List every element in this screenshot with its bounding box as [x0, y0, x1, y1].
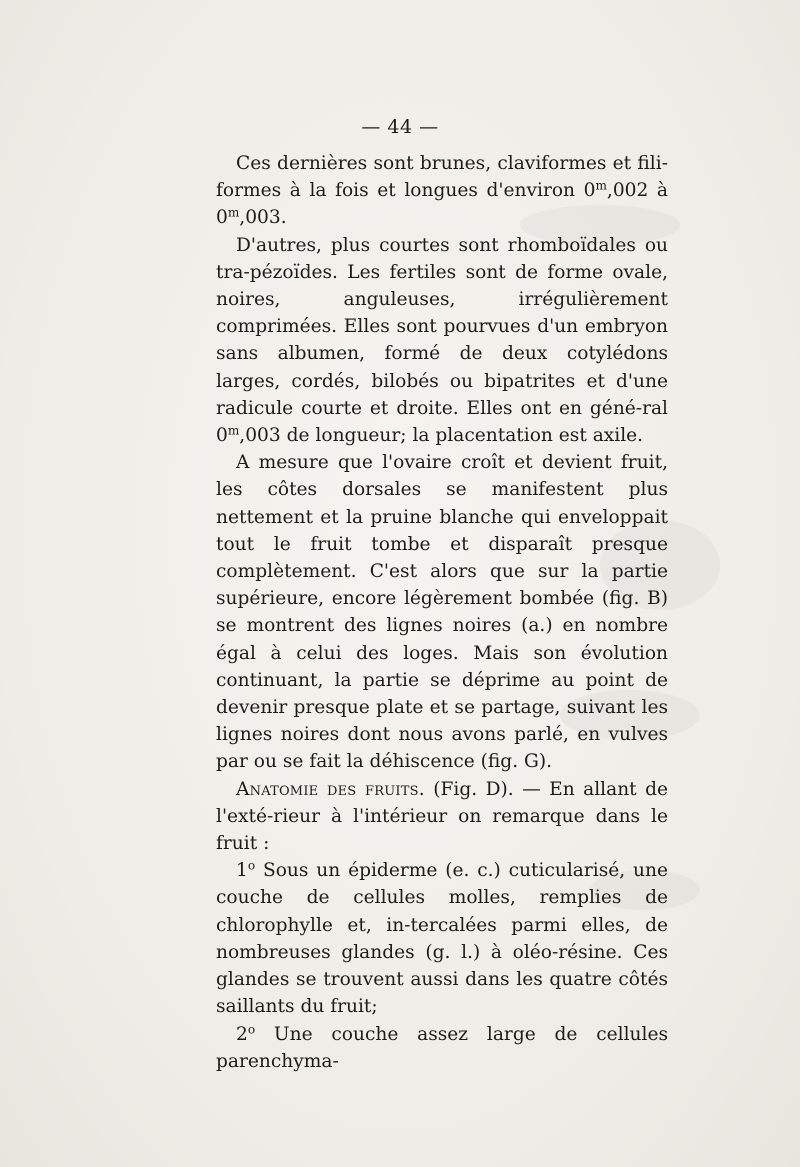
section-heading: Anatomie des fruits. [236, 778, 425, 800]
paragraph-2-text: D'autres, plus courtes sont rhomboïdales ou tra-pézoïdes. Les fertiles sont de forme ovale, noires, anguleuses, irrégulièrement comprimées. Elles sont pourvues d'un embryon sans albumen, formé de deux cotylédons larges, cordés, bilobés ou bipatrites et d'une radicule courte et droite. Elles ont en géné-ral 0 [216, 234, 668, 447]
page-number: — 44 — [361, 116, 439, 138]
ordinal-superscript: o [247, 1021, 256, 1036]
paragraph-3: A mesure que l'ovaire croît et devient fruit, les côtes dorsales se manifestent plus nettement et la pruine blanche qui enveloppait tout le fruit tombe et disparaît presque complètement. C'est alors que sur la partie supérieure, encore légèrement bombée (fig. B) se montrent des lignes noires (a.) en nombre égal à celui des loges. Mais son évolution continuant, la partie se déprime au point de devenir presque plate et se partage, suivant les lignes noires dont nous avons parlé, en vulves par ou se fait la déhiscence (fig. G). [216, 452, 668, 773]
list-number: 2 [236, 1023, 248, 1045]
unit-superscript: m [595, 178, 607, 193]
unit-superscript: m [227, 205, 240, 220]
paragraph-1 [216, 150, 668, 232]
paragraph-4-text: (Fig. D). — En allant de l'exté-rieur à l'intérieur on remarque dans le fruit : [216, 778, 668, 855]
paragraph-1-mid: ,002 à 0 [216, 180, 669, 229]
paragraph-6-text: Une couche assez large de cellules parenchyma- [216, 1023, 668, 1072]
unit-superscript: m [227, 423, 240, 438]
paragraph-1-end: ,003. [239, 207, 287, 229]
paragraph-2 [216, 232, 668, 450]
list-number: 1 [236, 860, 248, 882]
paragraph-6 [216, 1021, 668, 1075]
paragraph-5 [216, 857, 668, 1020]
body-text [216, 150, 668, 1075]
paragraph-2-end: ,003 de longueur; la placentation est axile. [239, 425, 644, 447]
paragraph-4 [216, 776, 668, 858]
paragraph-5-text: Sous un épiderme (e. c.) cuticularisé, une couche de cellules molles, remplies de chlorophylle et, in-tercalées parmi elles, de nombreuses glandes (g. l.) à oléo-résine. Ces glandes se trouvent aussi dans les quatre côtés saillants du fruit; [216, 860, 668, 1018]
ordinal-superscript: o [247, 858, 256, 873]
paragraph-1-text: Ces dernières sont brunes, claviformes et fili-formes à la fois et longues d'environ 0 [216, 153, 668, 202]
